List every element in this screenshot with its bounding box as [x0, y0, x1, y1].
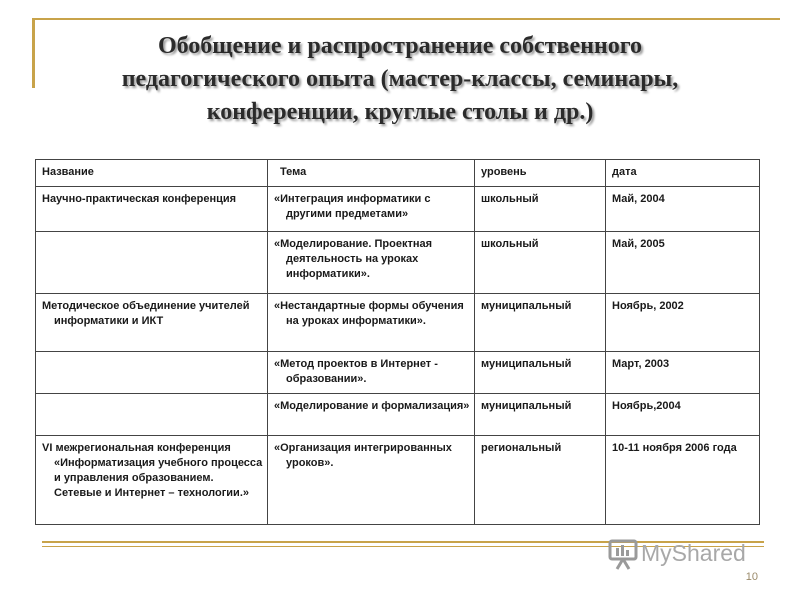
table-cell: Методическое объединение учителей информатики и ИКТ — [36, 294, 268, 352]
table-cell: Научно-практическая конференция — [36, 187, 268, 232]
table-row — [36, 232, 760, 294]
table-row — [36, 436, 760, 525]
header-cell: дата — [606, 160, 760, 187]
table-cell: Май, 2005 — [606, 232, 760, 294]
header-cell: уровень — [475, 160, 606, 187]
title-line: Обобщение и распространение собственного — [157, 33, 643, 59]
title-line: педагогического опыта (мастер-классы, семинары, — [121, 66, 679, 92]
table-cell: региональный — [475, 436, 606, 525]
table-row — [36, 187, 760, 232]
table-cell — [36, 394, 268, 436]
table-row — [36, 394, 760, 436]
table-cell: «Нестандартные формы обучения на уроках информатики». — [268, 294, 475, 352]
presentation-board-icon — [607, 538, 641, 570]
table-cell: муниципальный — [475, 294, 606, 352]
table-cell: «Организация интегрированных уроков». — [268, 436, 475, 525]
table-cell: школьный — [475, 232, 606, 294]
table-cell — [36, 232, 268, 294]
table-cell — [36, 352, 268, 394]
experience-table — [35, 159, 760, 525]
table-cell: Май, 2004 — [606, 187, 760, 232]
table-cell: «Интеграция информатики с другими предметами» — [268, 187, 475, 232]
table-cell: муниципальный — [475, 352, 606, 394]
header-cell: Название — [36, 160, 268, 187]
table-cell: муниципальный — [475, 394, 606, 436]
table-cell: «Моделирование и формализация» — [268, 394, 475, 436]
myshared-logo — [607, 538, 762, 570]
table-cell: VI межрегиональная конференция «Информатизация учебного процесса и управления образованием. Сетевые и Интернет – технологии.» — [36, 436, 268, 525]
decorative-vertical-line — [32, 18, 35, 88]
header-cell: Тема — [268, 160, 475, 187]
title-line: конференции, круглые столы и др.) — [206, 99, 594, 125]
table-cell: Ноябрь,2004 — [606, 394, 760, 436]
table-cell: «Моделирование. Проектная деятельность на уроках информатики». — [268, 232, 475, 294]
table-row — [36, 352, 760, 394]
decorative-top-line — [32, 18, 780, 20]
table-cell: 10-11 ноября 2006 года — [606, 436, 760, 525]
slide-title — [40, 30, 760, 129]
page-number: 10 — [745, 571, 758, 583]
table-cell: «Метод проектов в Интернет - образовании». — [268, 352, 475, 394]
table-cell: школьный — [475, 187, 606, 232]
table-cell: Ноябрь, 2002 — [606, 294, 760, 352]
logo-text: MyShared — [641, 540, 746, 566]
table-header-row — [36, 160, 760, 187]
table-cell: Март, 2003 — [606, 352, 760, 394]
table-row — [36, 294, 760, 352]
